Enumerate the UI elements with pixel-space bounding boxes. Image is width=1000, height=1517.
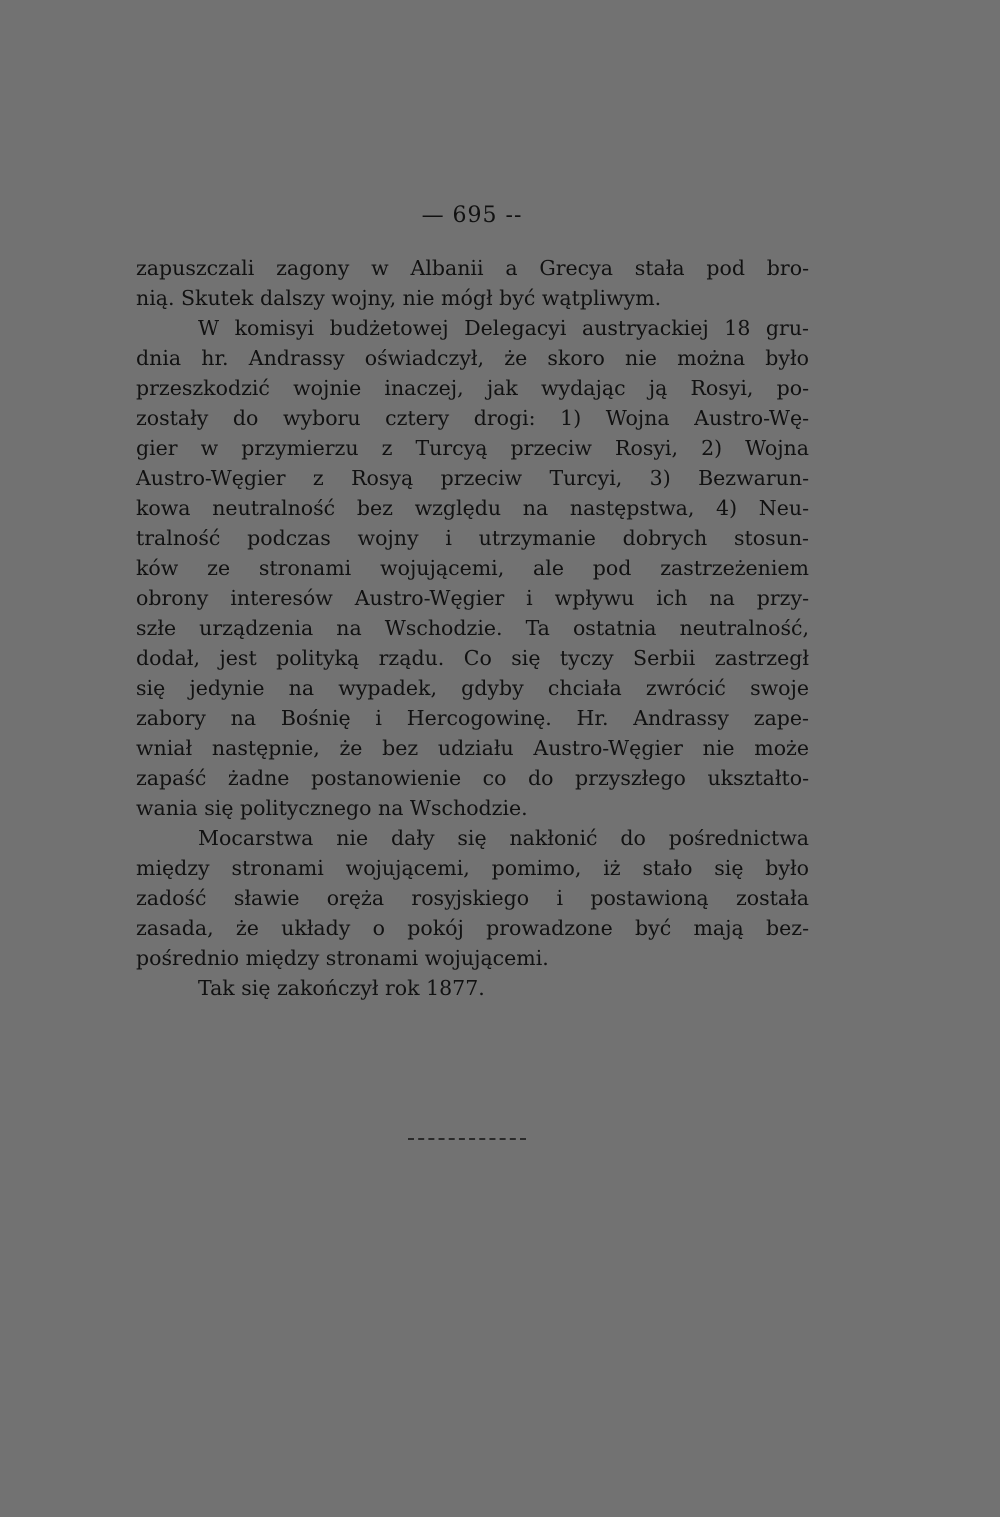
paragraph-start-line: Tak się zakończył rok 1877.	[198, 976, 485, 1000]
text-line: wniał następnie, że bez udziału Austro-Węgier nie może	[136, 736, 809, 760]
text-line: obrony interesów Austro-Węgier i wpływu ich na przy-	[136, 586, 809, 610]
text-line: zapuszczali zagony w Albanii a Grecya stała pod bro-	[136, 256, 809, 280]
text-line: nią. Skutek dalszy wojny, nie mógł być wątpliwym.	[136, 286, 662, 310]
text-line: kowa neutralność bez względu na następstwa, 4) Neu-	[136, 496, 809, 520]
paragraph-start-line: W komisyi budżetowej Delegacyi austryackiej 18 gru-	[198, 316, 809, 340]
text-line: zasada, że układy o pokój prowadzone być mają bez-	[136, 916, 809, 940]
page-header	[0, 200, 1000, 232]
text-line: między stronami wojującemi, pomimo, iż stało się było	[136, 856, 809, 880]
text-line: pośrednio między stronami wojującemi.	[136, 946, 549, 970]
text-line: zapaść żadne postanowienie co do przyszłego ukształto-	[136, 766, 809, 790]
paragraph-start-line: Mocarstwa nie dały się nakłonić do pośrednictwa	[198, 826, 809, 850]
text-line: zostały do wyboru cztery drogi: 1) Wojna Austro-Wę-	[136, 406, 809, 430]
body-text	[136, 253, 809, 1003]
text-line: wania się politycznego na Wschodzie.	[136, 796, 528, 820]
text-line: Austro-Węgier z Rosyą przeciw Turcyi, 3) Bezwarun-	[136, 466, 809, 490]
text-line: szłe urządzenia na Wschodzie. Ta ostatnia neutralność,	[136, 616, 809, 640]
text-line: się jedynie na wypadek, gdyby chciała zwrócić swoje	[136, 676, 809, 700]
text-line: zabory na Bośnię i Hercogowinę. Hr. Andrassy zape-	[136, 706, 809, 730]
text-line: przeszkodzić wojnie inaczej, jak wydając ją Rosyi, po-	[136, 376, 809, 400]
text-line: zadość sławie oręża rosyjskiego i postawioną została	[136, 886, 809, 910]
text-line: dnia hr. Andrassy oświadczył, że skoro nie można było	[136, 346, 809, 370]
page-number: — 695 --	[421, 203, 523, 228]
text-line: ków ze stronami wojującemi, ale pod zastrzeżeniem	[136, 556, 809, 580]
text-line: gier w przymierzu z Turcyą przeciw Rosyi, 2) Wojna	[136, 436, 809, 460]
footer-divider	[408, 1138, 526, 1140]
text-line: dodał, jest polityką rządu. Co się tyczy Serbii zastrzegł	[136, 646, 809, 670]
text-line: tralność podczas wojny i utrzymanie dobrych stosun-	[136, 526, 809, 550]
